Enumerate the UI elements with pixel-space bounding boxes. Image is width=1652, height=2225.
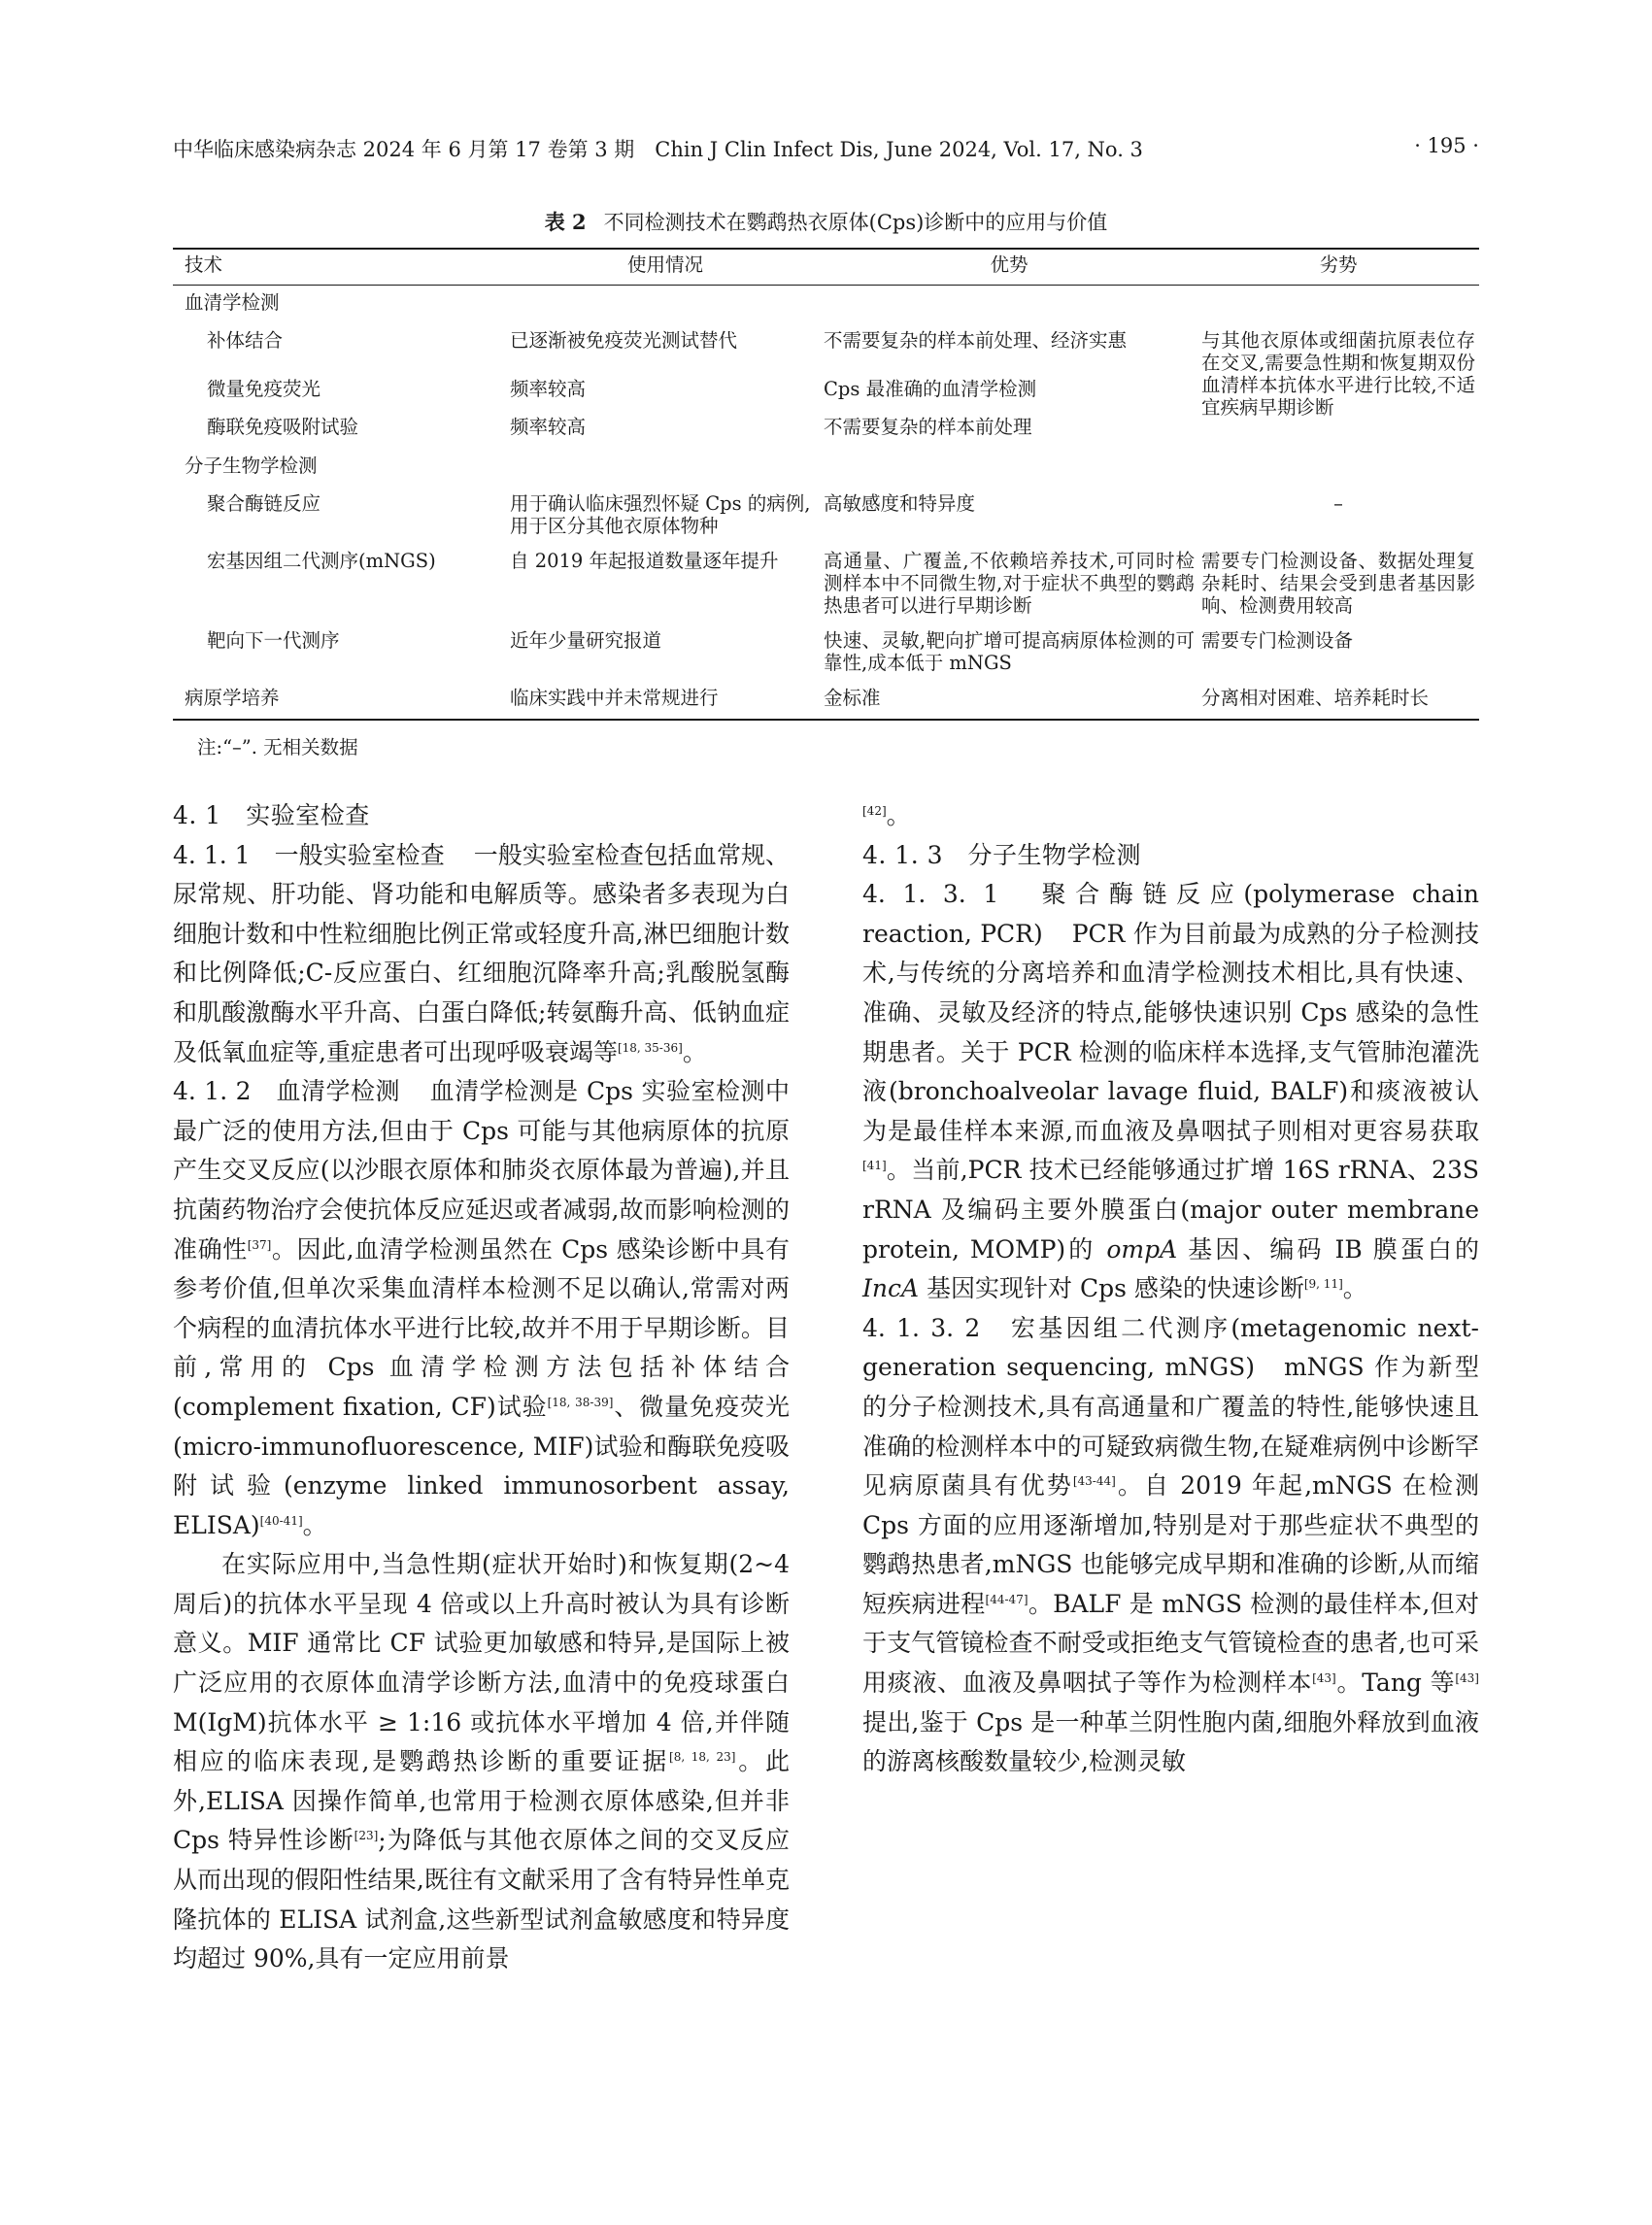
citation: [43-44] [1072, 1474, 1116, 1489]
table-title: 不同检测技术在鹦鹉热衣原体(Cps)诊断中的应用与价值 [603, 211, 1108, 234]
table-row-usage: 频率较高 [510, 378, 587, 400]
paragraph-text: 基因、编码 IB 膜蛋白的 [1177, 1234, 1479, 1264]
paragraph-text: 、微量免疫荧光(micro-immunofluorescence, MIF)试验和酶联免疫吸附试验(enzyme linked immunosorbent assay, ELISA) [173, 1392, 790, 1539]
citation: [43] [1455, 1671, 1479, 1686]
citation: [40-41] [259, 1513, 303, 1528]
citation: [18, 38-39] [547, 1395, 614, 1409]
section-heading-4-1-3-2: 4. 1. 3. 2 宏基因组二代测序(metagenomic next-generation sequencing, mNGS) [862, 1313, 1479, 1382]
section-heading-4-1-2: 4. 1. 2 血清学检测 [173, 1077, 401, 1106]
section-heading-4-1-3-1: 4. 1. 3. 1 聚合酶链反应(polymerase chain reaction, PCR) [862, 880, 1479, 948]
paragraph-4-1-1 [173, 836, 790, 1073]
punctuation: 。 [302, 1510, 327, 1539]
table-row-tech: 病原学培养 [185, 687, 280, 709]
paragraph-text: mNGS 作为新型的分子检测技术,具有高通量和广覆盖的特性,能够快速且准确的检测样本中的可疑致病微生物,在疑难病例中诊断罕见病原菌具有优势 [862, 1353, 1479, 1500]
citation: [42] [862, 804, 887, 818]
paragraph-text: 血清学检测是 Cps 实验室检测中最广泛的使用方法,但由于 Cps 可能与其他病原体的抗原产生交叉反应(以沙眼衣原体和肺炎衣原体最为普遍),并且抗菌药物治疗会使抗体反应延迟或者减弱,故而影响检测的准确性 [173, 1077, 790, 1264]
page-number: · 195 · [1414, 134, 1479, 157]
punctuation: 。 [1342, 1274, 1367, 1303]
paragraph-text: 提出,鉴于 Cps 是一种革兰阴性胞内菌,细胞外释放到血液的游离核酸数量较少,检测灵敏 [862, 1707, 1479, 1776]
paragraph-text: 。BALF 是 mNGS 检测的最佳样本,但对于支气管镜检查不耐受或拒绝支气管镜检查的患者,也可采用痰液、血液及鼻咽拭子等作为检测样本 [862, 1589, 1479, 1698]
citation: [8, 18, 23] [669, 1750, 736, 1765]
table-row-advantage: 高通量、广覆盖,不依赖培养技术,可同时检测样本中不同微生物,对于症状不典型的鹦鹉热患者可以进行早期诊断 [824, 550, 1195, 617]
table-row-advantage: 高敏感度和特异度 [824, 492, 976, 515]
journal-citation: 中华临床感染病杂志 2024 年 6 月第 17 卷第 3 期 Chin J Clin Infect Dis, June 2024, Vol. 17, No. 3 [173, 138, 1143, 161]
table-row-usage: 用于确认临床强烈怀疑 Cps 的病例,用于区分其他衣原体物种 [510, 492, 811, 537]
citation: [43] [1312, 1671, 1336, 1686]
section-heading-4-1-1: 4. 1. 1 一般实验室检查 [173, 840, 445, 869]
table-row-tech: 补体结合 [207, 329, 284, 352]
punctuation: 。 [682, 1037, 707, 1066]
paragraph-4-1-3-1 [862, 875, 1479, 1309]
table-row-tech: 酶联免疫吸附试验 [207, 416, 359, 438]
paragraph-text: 在实际应用中,当急性期(症状开始时)和恢复期(2~4 周后)的抗体水平呈现 4 倍或以上升高时被认为具有诊断意义。MIF 通常比 CF 试验更加敏感和特异,是国际上被广泛应用的衣原体血清学诊断方法,血清中的免疫球蛋白 M(IgM)抗体水平 ≥ 1:16 或抗体水平增加 4 倍,并伴随相应的临床表现,是鹦鹉热诊断的重要证据 [173, 1550, 790, 1776]
table-row-usage: 近年少量研究报道 [510, 629, 662, 652]
column-header-disadvantage: 劣势 [1319, 253, 1358, 276]
gene-name: IncA [862, 1274, 920, 1303]
right-column [862, 796, 1479, 1782]
table-row-tech: 靶向下一代测序 [207, 629, 340, 652]
column-header-usage: 使用情况 [626, 253, 703, 276]
citation: [41] [862, 1159, 887, 1173]
left-column [173, 796, 790, 1979]
table-group-molecular: 分子生物学检测 [185, 455, 318, 477]
table-row-advantage: 金标准 [824, 687, 881, 709]
paragraph-clinical-use [173, 1545, 790, 1979]
citation: [18, 35-36] [617, 1040, 683, 1055]
table-row-usage: 临床实践中并未常规进行 [510, 687, 719, 709]
paragraph-continuation [862, 796, 1479, 836]
table-row-tech: 微量免疫荧光 [207, 378, 321, 400]
table-row-tech: 聚合酶链反应 [207, 492, 321, 515]
paragraph-text: 。当前,PCR 技术已经能够通过扩增 16S rRNA、23S rRNA 及编码主要外膜蛋白(major outer membrane protein, MOMP)的 [862, 1156, 1479, 1264]
citation: [44-47] [985, 1592, 1028, 1606]
citation: [9, 11] [1303, 1277, 1343, 1292]
table-row-tech: 宏基因组二代测序(mNGS) [207, 550, 436, 572]
table-row-usage: 已逐渐被免疫荧光测试替代 [510, 329, 738, 352]
citation: [37] [247, 1237, 272, 1252]
paragraph-text: 。此外,ELISA 因操作简单,也常用于检测衣原体感染,但并非 Cps 特异性诊断 [173, 1747, 790, 1855]
table-row-disadvantage: – [1333, 492, 1343, 515]
table-row-usage: 频率较高 [510, 416, 587, 438]
paragraph-text: 基因实现针对 Cps 感染的快速诊断 [919, 1274, 1304, 1303]
comparison-table [173, 0, 1479, 738]
table-row-disadvantage: 与其他衣原体或细菌抗原表位存在交叉,需要急性期和恢复期双份血清样本抗体水平进行比较,不适宜疾病早期诊断 [1201, 329, 1475, 419]
paragraph-text: 。因此,血清学检测虽然在 Cps 感染诊断中具有参考价值,但单次采集血清样本检测不足以确认,常需对两个病程的血清抗体水平进行比较,故并不用于早期诊断。目前,常用的 Cps 血清学检测方法包括补体结合(complement fixation, CF)试验 [173, 1234, 790, 1421]
paragraph-4-1-3-2 [862, 1309, 1479, 1782]
gene-name: ompA [1106, 1234, 1178, 1264]
paragraph-text: 。Tang 等 [1335, 1669, 1456, 1698]
paragraph-text: ;为降低与其他衣原体之间的交叉反应从而出现的假阳性结果,既往有文献采用了含有特异性单克隆抗体的 ELISA 试剂盒,这些新型试剂盒敏感度和特异度均超过 90%,具有一定应用前景 [173, 1826, 790, 1973]
table-row-disadvantage: 需要专门检测设备 [1201, 629, 1354, 652]
table-row-advantage: 快速、灵敏,靶向扩增可提高病原体检测的可靠性,成本低于 mNGS [824, 629, 1195, 674]
paragraph-4-1-2 [173, 1072, 790, 1545]
paragraph-text: 。自 2019 年起,mNGS 在检测 Cps 方面的应用逐渐增加,特别是对于那些症状不典型的鹦鹉热患者,mNGS 也能够完成早期和准确的诊断,从而缩短疾病进程 [862, 1471, 1479, 1618]
column-header-advantage: 优势 [990, 253, 1028, 276]
paragraph-text: 一般实验室检查包括血常规、尿常规、肝功能、肾功能和电解质等。感染者多表现为白细胞计数和中性粒细胞比例正常或轻度升高,淋巴细胞计数和比例降低;C-反应蛋白、红细胞沉降率升高;乳酸脱氢酶和肌酸激酶水平升高、白蛋白降低;转氨酶升高、低钠血症及低氧血症等,重症患者可出现呼吸衰竭等 [173, 840, 790, 1066]
table-label: 表 2 [544, 210, 587, 234]
section-heading-4-1: 4. 1 实验室检查 [173, 801, 370, 829]
table-row-advantage: 不需要复杂的样本前处理、经济实惠 [824, 329, 1128, 352]
table-note: 注:“–”. 无相关数据 [197, 736, 358, 759]
table-row-usage: 自 2019 年起报道数量逐年提升 [510, 550, 779, 572]
section-heading-4-1-3: 4. 1. 3 分子生物学检测 [862, 840, 1142, 869]
punctuation: 。 [886, 801, 911, 829]
table-row-disadvantage: 需要专门检测设备、数据处理复杂耗时、结果会受到患者基因影响、检测费用较高 [1201, 550, 1475, 617]
table-row-advantage: 不需要复杂的样本前处理 [824, 416, 1032, 438]
table-group-serology: 血清学检测 [185, 291, 280, 314]
column-header-technique: 技术 [185, 253, 223, 276]
table-row-disadvantage: 分离相对困难、培养耗时长 [1201, 687, 1430, 709]
citation: [23] [354, 1829, 379, 1843]
table-row-advantage: Cps 最准确的血清学检测 [824, 378, 1037, 400]
paragraph-text: PCR 作为目前最为成熟的分子检测技术,与传统的分离培养和血清学检测技术相比,具有快速、准确、灵敏及经济的特点,能够快速识别 Cps 感染的急性期患者。关于 PCR 检测的临床样本选择,支气管肺泡灌洗液(bronchoalveolar lavage fluid, BALF)和痰液被认为是最佳样本来源,而血液及鼻咽拭子则相对更容易获取 [862, 919, 1479, 1145]
